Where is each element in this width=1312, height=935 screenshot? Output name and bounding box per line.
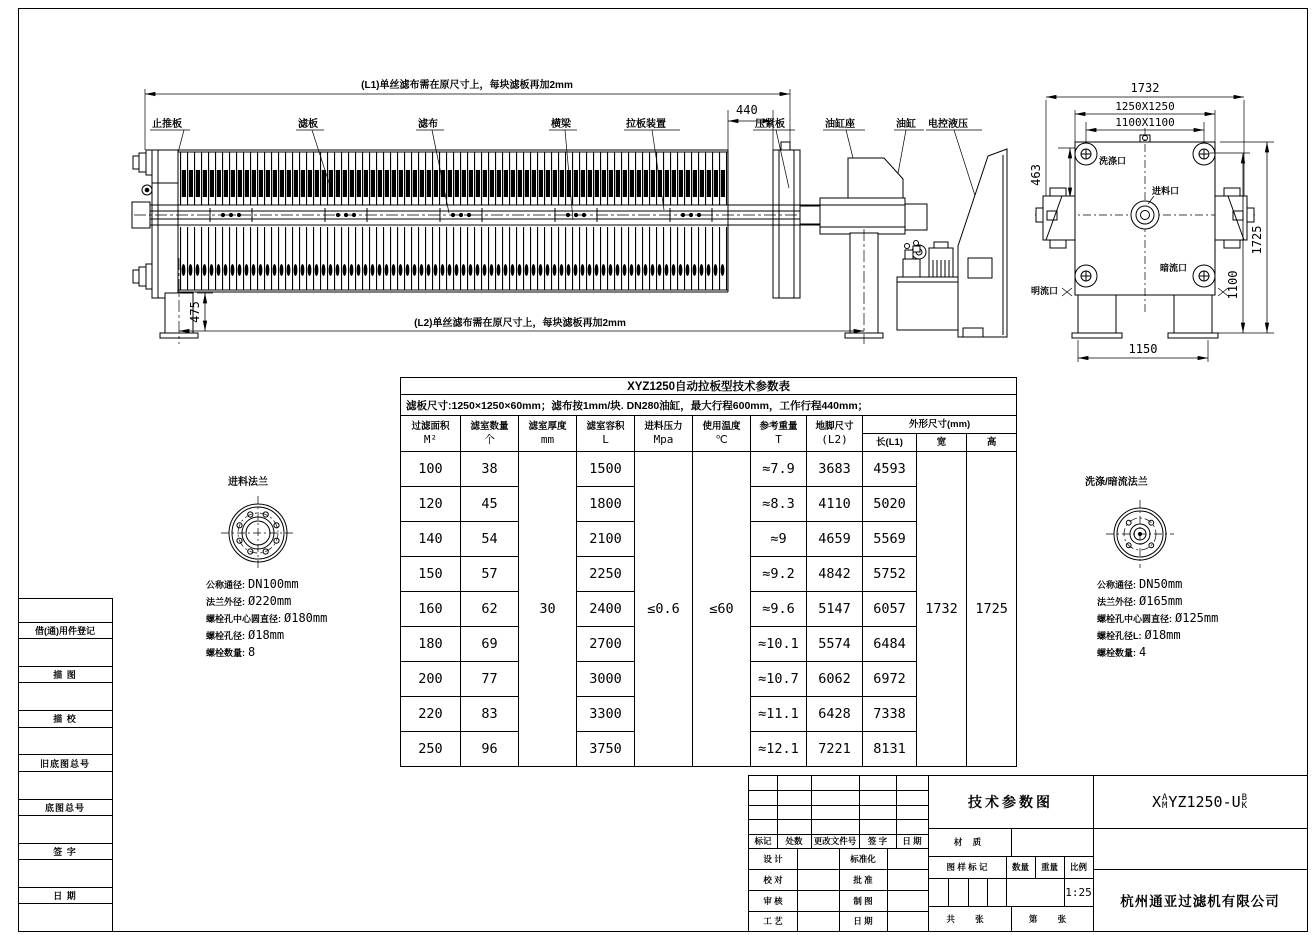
label-wash-port: 洗涤口: [1099, 156, 1127, 166]
cell-chambers: 69: [461, 627, 519, 662]
stamp-blank: [18, 904, 112, 931]
margin-stamp-column: [18, 598, 113, 931]
svg-text:1150: 1150: [1128, 342, 1158, 356]
sign-approve: 批 准: [853, 874, 873, 885]
svg-text:公称通径:DN50mm: 公称通径: DN50mm: [1097, 577, 1183, 591]
col-header-outline: 外形尺寸(mm): [863, 416, 1017, 434]
stamp-signature: 签 字: [18, 843, 112, 860]
machine-body: [132, 142, 1007, 344]
sign-review: 审 核: [763, 895, 783, 906]
cell-l1: 6972: [863, 662, 917, 697]
cell-chambers: 96: [461, 732, 519, 767]
stamp-blank: [18, 683, 112, 710]
svg-text:螺栓数量:8: 螺栓数量: 8: [206, 645, 256, 659]
col-header-length: 长(L1): [863, 434, 917, 452]
scale-label: 比例: [1069, 862, 1087, 872]
stamp-blank: [18, 728, 112, 755]
dim-l2-label: (L2)单丝滤布需在原尺寸上，每块滤板再加2mm: [414, 318, 626, 329]
right-bracket: [1215, 188, 1254, 248]
feed-flange-title: 进料法兰: [228, 477, 268, 488]
cell-volume: 3750: [577, 732, 635, 767]
sign-design: 设 计: [763, 853, 783, 864]
cell-l1: 4593: [863, 452, 917, 487]
feed-flange-specs: [206, 577, 327, 659]
dim-1100x1100: 1100X1100: [1115, 116, 1175, 129]
cell-l2: 5574: [807, 627, 863, 662]
svg-text:463: 463: [1029, 164, 1043, 186]
wash-flange-title: 洗涤/暗流法兰: [1085, 477, 1148, 488]
cell-weight: ≈7.9: [751, 452, 807, 487]
company-name: 杭州通亚过滤机有限公司: [1120, 894, 1280, 909]
label-filter-plate: 滤板: [298, 119, 318, 130]
label-thrust-plate: 止推板: [152, 119, 182, 130]
cell-l2: 4842: [807, 557, 863, 592]
cell-l2: 6428: [807, 697, 863, 732]
table-spec-line: 滤板尺寸:1250×1250×60mm；滤布按1mm/块. DN280油缸，最大行程600mm，工作行程440mm；: [401, 395, 1017, 416]
cell-l2: 3683: [807, 452, 863, 487]
left-bracket: [1036, 188, 1075, 248]
sign-draw: 制 图: [853, 895, 873, 906]
svg-text:1725: 1725: [1250, 225, 1264, 255]
col-header-pressure: 进料压力 Mpa: [635, 416, 693, 452]
cell-area: 120: [401, 487, 461, 522]
table-row: [401, 452, 1017, 487]
label-beam: 横梁: [551, 119, 571, 130]
wash-flange-detail: [1055, 468, 1310, 668]
cell-area: 200: [401, 662, 461, 697]
svg-text:法兰外径:Ø165mm: 法兰外径: Ø165mm: [1097, 594, 1183, 608]
cell-area: 180: [401, 627, 461, 662]
rev-header-count: 处数: [785, 836, 803, 846]
cell-volume: 2700: [577, 627, 635, 662]
scale-value: 1:25: [1065, 885, 1092, 899]
stamp-base-no: 底图总号: [18, 799, 112, 816]
label-electric-hydraulic: 电控液压: [928, 119, 968, 130]
stamp-date: 日 期: [18, 887, 112, 904]
cell-volume: 2250: [577, 557, 635, 592]
dim-l1: [145, 78, 790, 150]
stamp-old-base-no: 旧底图总号: [18, 754, 112, 771]
stamp-blank: [18, 599, 112, 622]
cell-pressure: ≤0.6: [635, 452, 693, 767]
cell-volume: 1800: [577, 487, 635, 522]
outlet-circle-bl: [1075, 265, 1097, 287]
table-title: XYZ1250自动拉板型技术参数表: [401, 378, 1017, 395]
hydraulic-cylinder: [800, 198, 927, 234]
drawing-number: X A M YZ1250-U B K: [1151, 793, 1248, 811]
cell-width: 1732: [917, 452, 967, 767]
stamp-blank: [18, 772, 112, 799]
rev-header-docno: 更改文件号: [813, 836, 857, 846]
dim-l2: [179, 316, 864, 331]
label-open-outlet: 明流口: [1031, 286, 1059, 296]
side-view-drawing: [130, 60, 1020, 360]
label-press-plate: 压紧板: [755, 119, 785, 130]
cell-weight: ≈9.2: [751, 557, 807, 592]
col-header-temperature: 使用温度 ℃: [693, 416, 751, 452]
col-header-footprint: 地脚尺寸 (L2): [807, 416, 863, 452]
col-header-width: 宽: [917, 434, 967, 452]
main-beam: [132, 202, 900, 228]
cell-volume: 2100: [577, 522, 635, 557]
wash-port-circle-tl: [1075, 143, 1097, 165]
feed-port-circle: [1131, 201, 1159, 229]
stamp-borrowed-parts: 借(通)用件登记: [18, 622, 112, 639]
cell-l2: 4659: [807, 522, 863, 557]
cell-area: 150: [401, 557, 461, 592]
end-view-legs: [1072, 295, 1218, 338]
cell-temperature: ≤60: [693, 452, 751, 767]
outlet-circle-br: [1193, 265, 1215, 287]
cell-l1: 5020: [863, 487, 917, 522]
dim-1250x1250: 1250X1250: [1115, 100, 1175, 113]
svg-text:螺栓孔中心圆直径:Ø180mm: 螺栓孔中心圆直径: Ø180mm: [206, 611, 328, 625]
hydraulic-power-unit: [897, 241, 961, 331]
cell-chambers: 45: [461, 487, 519, 522]
stamp-tracing: 描 图: [18, 666, 112, 683]
cell-l2: 6062: [807, 662, 863, 697]
wash-port-circle-tr: [1193, 143, 1215, 165]
cell-weight: ≈8.3: [751, 487, 807, 522]
sign-date: 日 期: [853, 916, 873, 926]
parameters-table: [400, 377, 1017, 767]
stamp-trace-check: 描 校: [18, 710, 112, 727]
label-hidden-outlet: 暗流口: [1160, 263, 1188, 273]
label-filter-cloth: 滤布: [418, 119, 438, 130]
col-header-thickness: 滤室厚度 mm: [519, 416, 577, 452]
label-feed-port: 进料口: [1152, 186, 1180, 196]
wash-flange-drawing: [1106, 500, 1174, 568]
svg-text:1100: 1100: [1226, 270, 1240, 300]
rev-header-mark: 标记: [754, 836, 772, 846]
cell-area: 140: [401, 522, 461, 557]
cell-l1: 5569: [863, 522, 917, 557]
cell-area: 250: [401, 732, 461, 767]
rear-leg: [845, 229, 883, 344]
svg-text:螺栓数量:4: 螺栓数量: 4: [1097, 645, 1147, 659]
cell-weight: ≈10.7: [751, 662, 807, 697]
sign-process: 工 艺: [763, 916, 783, 926]
cell-l2: 5147: [807, 592, 863, 627]
feed-flange-detail: [180, 468, 420, 668]
col-header-chambers: 滤室数量 个: [461, 416, 519, 452]
press-plate: [773, 142, 800, 298]
qty-label: 数量: [1011, 862, 1029, 872]
dim-475-value: 475: [188, 301, 202, 323]
cell-weight: ≈11.1: [751, 697, 807, 732]
cell-area: 220: [401, 697, 461, 732]
table-header-row: [401, 416, 1017, 434]
cell-volume: 3000: [577, 662, 635, 697]
stamp-blank: [18, 860, 112, 887]
cell-chambers: 77: [461, 662, 519, 697]
sign-check: 校 对: [763, 874, 783, 885]
cell-l1: 6057: [863, 592, 917, 627]
cell-l1: 7338: [863, 697, 917, 732]
label-cylinder-seat: 油缸座: [825, 119, 855, 130]
svg-text:法兰外径:Ø220mm: 法兰外径: Ø220mm: [206, 594, 292, 608]
cell-l1: 5752: [863, 557, 917, 592]
mark-label: 图 样 标 记: [946, 862, 988, 872]
svg-text:公称通径:DN100mm: 公称通径: DN100mm: [206, 577, 299, 591]
label-cylinder: 油缸: [896, 119, 916, 130]
drawing-title: 技术参数图: [968, 794, 1053, 810]
end-view-body: [1035, 128, 1255, 338]
cell-chambers: 38: [461, 452, 519, 487]
stamp-blank: [18, 816, 112, 843]
cell-l1: 8131: [863, 732, 917, 767]
cell-weight: ≈9: [751, 522, 807, 557]
cell-height: 1725: [967, 452, 1017, 767]
sheet-no-label: 第 张: [1028, 913, 1076, 924]
col-header-volume: 滤室容积 L: [577, 416, 635, 452]
col-header-height: 高: [967, 434, 1017, 452]
control-cabinet: [958, 149, 1007, 337]
cell-l2: 7221: [807, 732, 863, 767]
sign-standardize: 标准化: [850, 853, 876, 864]
cell-chambers: 57: [461, 557, 519, 592]
svg-text:螺栓孔中心圆直径:Ø125mm: 螺栓孔中心圆直径: Ø125mm: [1097, 611, 1219, 625]
cell-volume: 1500: [577, 452, 635, 487]
cell-area: 100: [401, 452, 461, 487]
cell-chambers: 62: [461, 592, 519, 627]
cell-chambers: 83: [461, 697, 519, 732]
sheets-total-label: 共 张: [946, 913, 993, 924]
cell-chambers: 54: [461, 522, 519, 557]
svg-text:螺栓孔径L:Ø18mm: 螺栓孔径L: Ø18mm: [1097, 628, 1181, 642]
title-block: [748, 775, 1307, 931]
cell-l1: 6484: [863, 627, 917, 662]
cell-volume: 2400: [577, 592, 635, 627]
label-plate-shifter: 拉板装置: [626, 119, 666, 130]
parameters-table-body: [401, 452, 1017, 767]
cell-weight: ≈12.1: [751, 732, 807, 767]
cell-weight: ≈9.6: [751, 592, 807, 627]
filter-plate-pack: [178, 150, 728, 292]
weight-label: 重量: [1040, 862, 1058, 872]
col-header-area: 过滤面积 M²: [401, 416, 461, 452]
col-header-weight: 参考重量 T: [751, 416, 807, 452]
cell-weight: ≈10.1: [751, 627, 807, 662]
material-label: 材 质: [953, 837, 986, 847]
stamp-blank: [18, 639, 112, 666]
rev-header-sign: 签 字: [867, 836, 888, 846]
cell-l2: 4110: [807, 487, 863, 522]
feed-flange-drawing: [221, 496, 295, 570]
dim-1732: 1732: [1130, 81, 1160, 95]
cell-thickness: 30: [519, 452, 577, 767]
wash-flange-specs: [1097, 577, 1218, 659]
cell-area: 160: [401, 592, 461, 627]
rev-header-date: 日 期: [902, 836, 922, 846]
dim-440-value: 440: [736, 103, 758, 117]
end-view-drawing: [1020, 60, 1310, 380]
cell-volume: 3300: [577, 697, 635, 732]
svg-text:螺栓孔径:Ø18mm: 螺栓孔径: Ø18mm: [206, 628, 285, 642]
dim-l1-label: (L1)单丝滤布需在原尺寸上，每块滤板再加2mm: [361, 80, 573, 91]
